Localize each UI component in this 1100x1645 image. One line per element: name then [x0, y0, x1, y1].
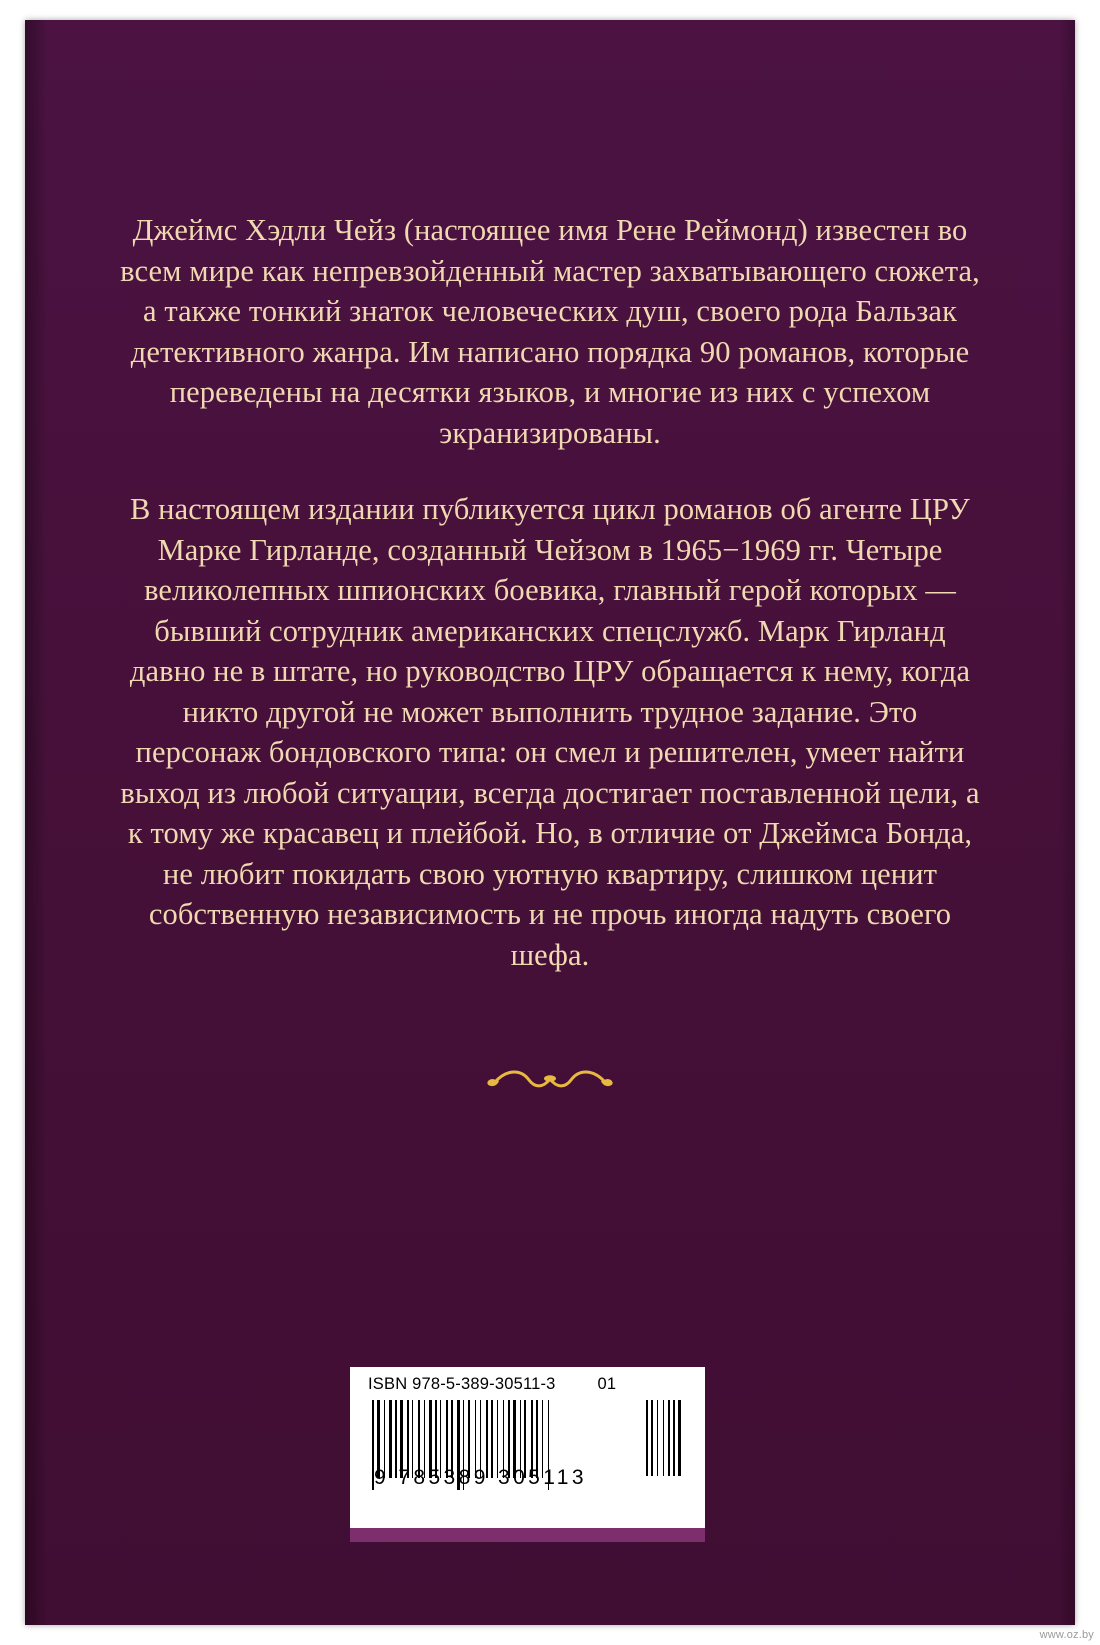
blurb-paragraph-2: В настоящем издании публикуется цикл романов об агенте ЦРУ Марке Гирланде, созданный Чейзом в 1965−1969 гг. Четыре великолепных шпионских боевика, главный герой которых — бывший сотрудник американских спецслужб. Марк Гирланд давно не в штате, но руководство ЦРУ обращается к нему, когда никто другой не может выполнить трудное задание. Это персонаж бондовского типа: он смел и решителен, умеет найти выход из любой ситуации, всегда достигает поставленной цели, а к тому же красавец и плейбой. Но, в отличие от Джеймса Бонда, не любит покидать свою уютную квартиру, слишком ценит собственную независимость и не прочь иногда надуть своего шефа.: [120, 492, 980, 972]
isbn-addon-label: 01: [597, 1375, 617, 1393]
edge-shadow: [1059, 20, 1075, 1625]
barcode-digits: 9 785389 305113: [374, 1466, 587, 1489]
isbn-row: [368, 1375, 695, 1394]
site-watermark: www.oz.by: [1039, 1629, 1094, 1641]
blurb-text-block: [120, 210, 980, 975]
barcode-bars-wrapper: [368, 1400, 695, 1492]
book-back-cover: [25, 20, 1075, 1625]
barcode-inner: [350, 1367, 705, 1528]
barcode-footer-bar: [350, 1528, 705, 1542]
blurb-paragraph-1: Джеймс Хэдли Чейз (настоящее имя Рене Реймонд) известен во всем мире как непревзойденный мастер захватывающего сюжета, а также тонкий знаток человеческих душ, своего рода Бальзак детективного жанра. Им написано порядка 90 романов, которые переведены на десятки языков, и многие из них с успехом экранизированы.: [120, 213, 980, 450]
barcode-block: [350, 1367, 705, 1542]
ornament-flourish: [25, 1065, 1075, 1099]
flourish-icon: [485, 1065, 615, 1099]
spine-shadow: [25, 20, 47, 1625]
isbn-label: ISBN 978-5-389-30511-3: [368, 1375, 556, 1393]
